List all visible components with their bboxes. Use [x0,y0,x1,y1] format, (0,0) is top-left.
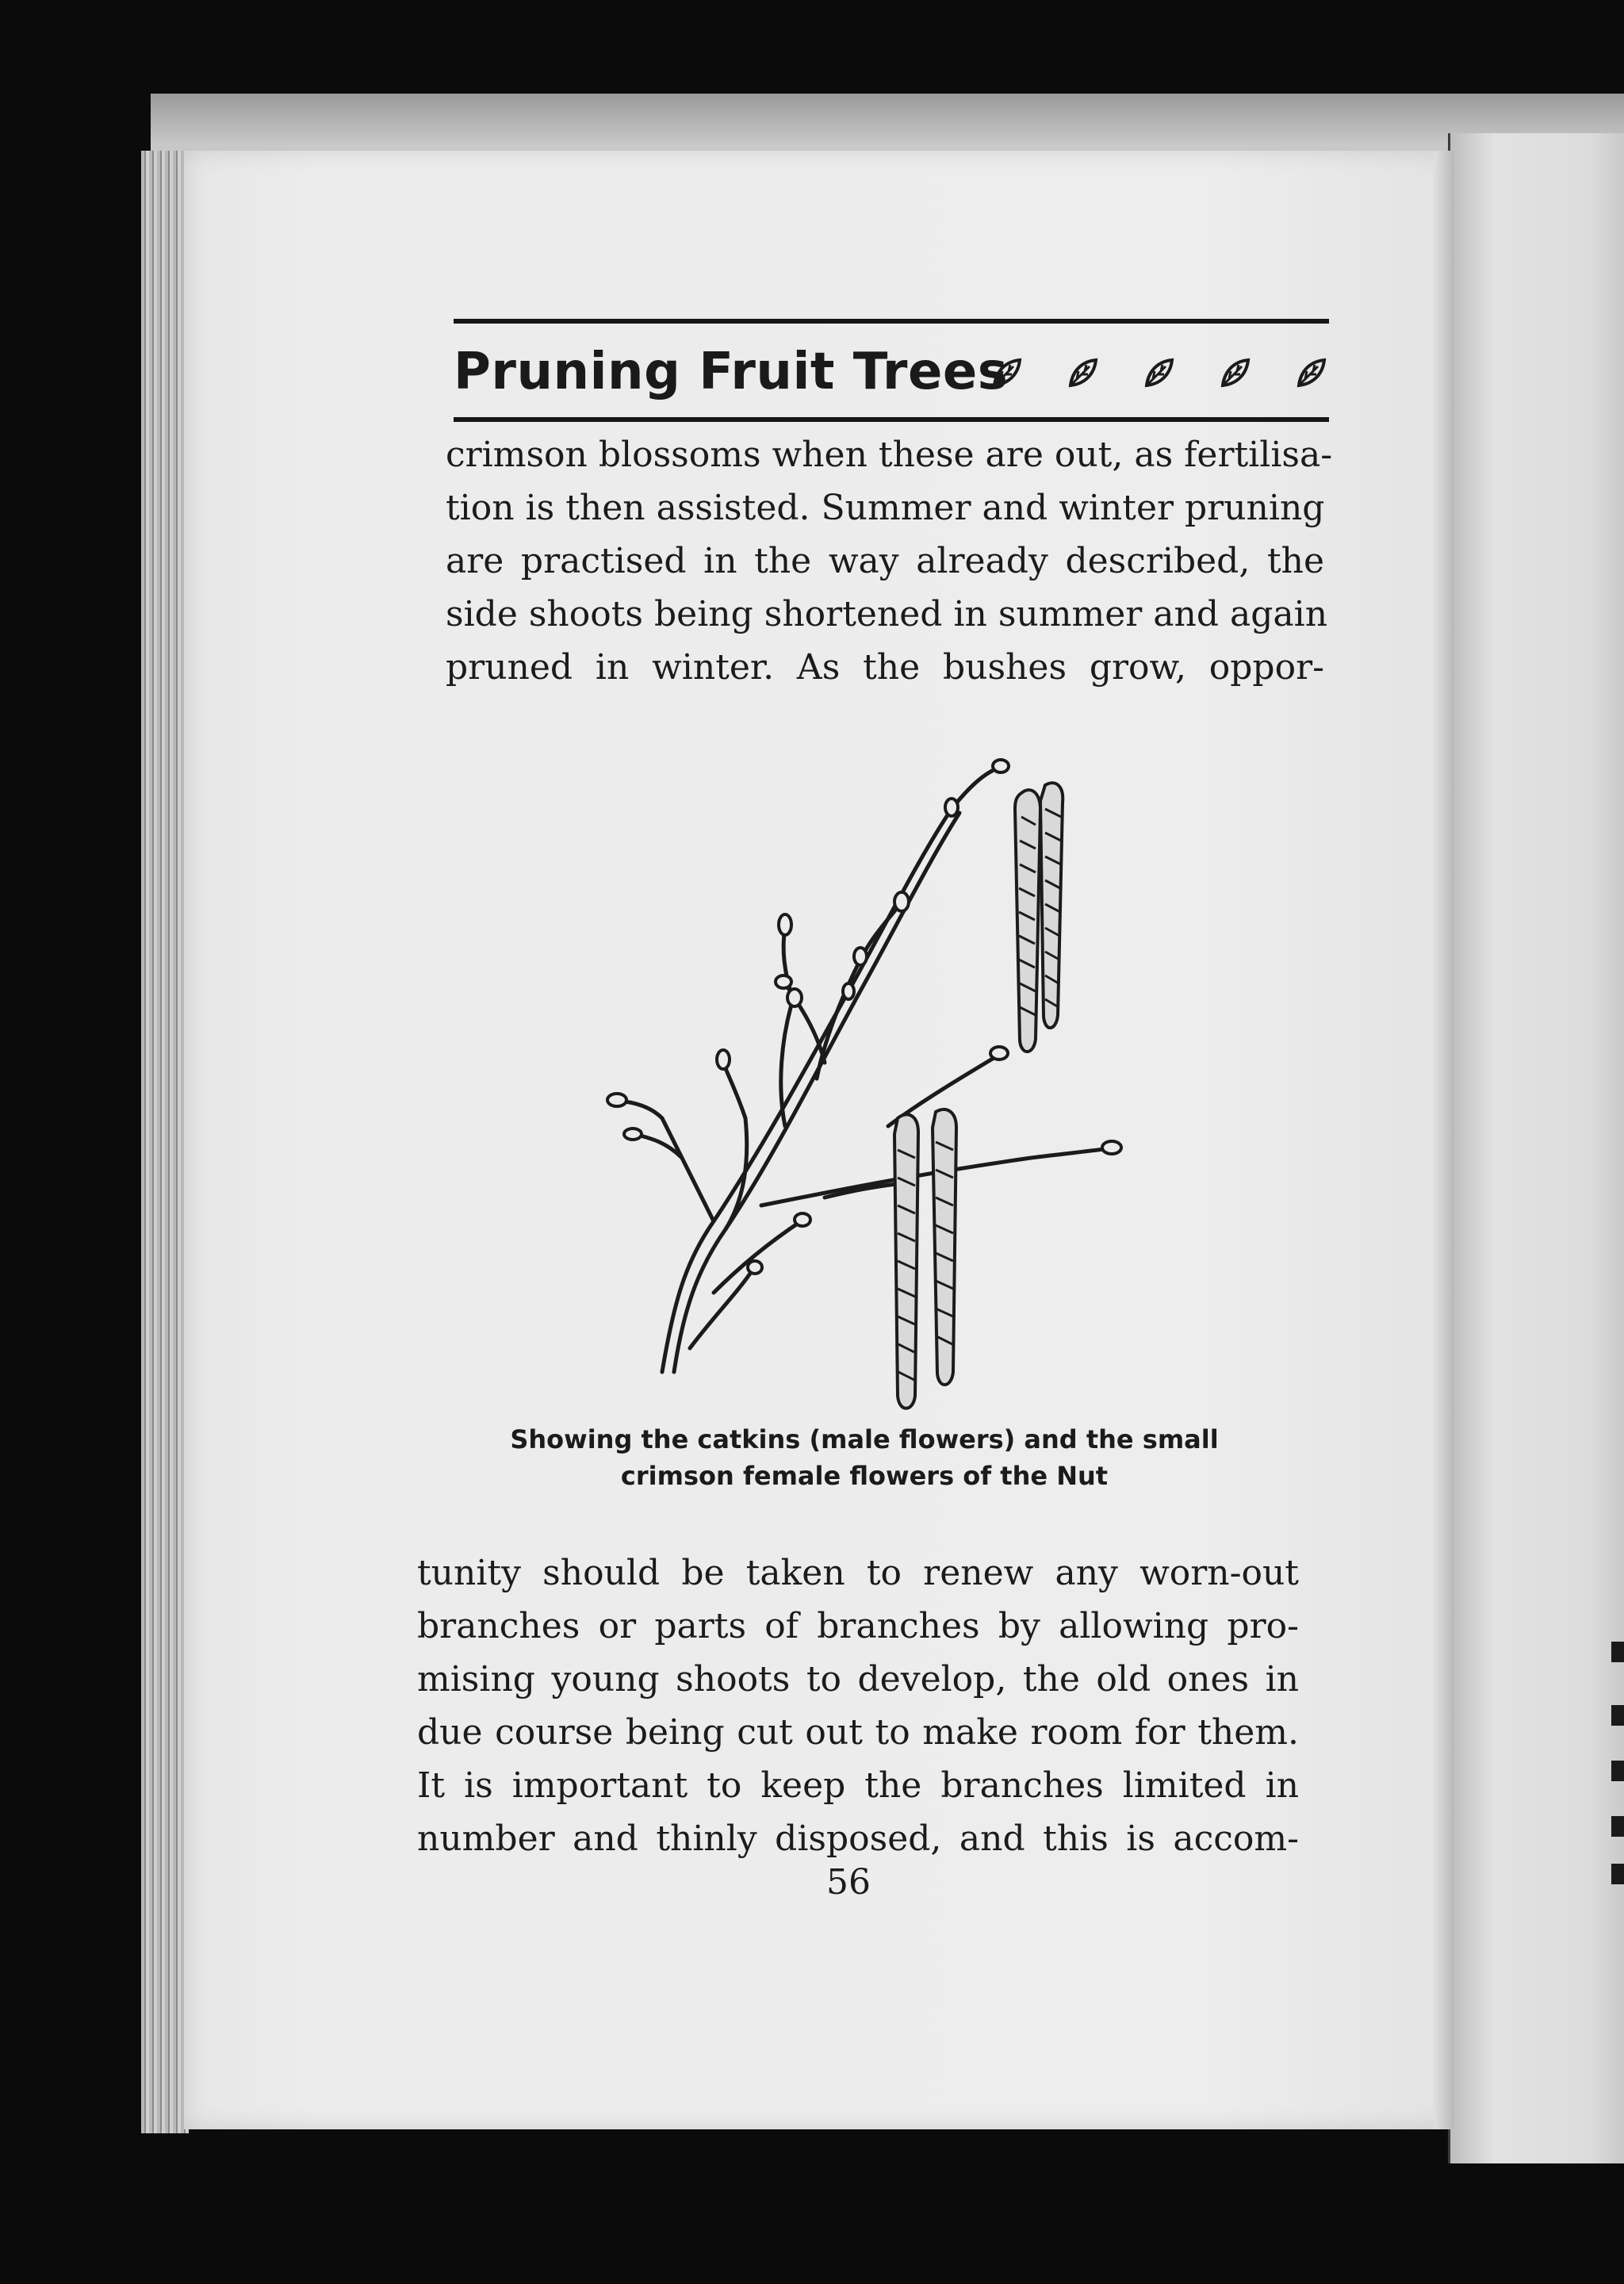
text-line: side shoots being shortened in summer and again [446,594,1328,634]
text-line: tion is then assisted. Summer and winter pruning [446,488,1325,528]
page-gutter [1434,151,1454,2129]
nut-branch-catkins-icon [587,745,1158,1420]
header-rule-top [454,319,1329,324]
leaf-ornament-icon [990,355,1025,390]
text-line: tunity should be taken to renew any worn-out [417,1553,1299,1593]
caption-line: crimson female flowers of the Nut [620,1461,1109,1491]
facing-page-glyph [1611,1816,1624,1837]
figure-caption [492,1421,1237,1494]
caption-line: Showing the catkins (male flowers) and the small [510,1424,1219,1454]
text-line: It is important to keep the branches limited in [417,1765,1299,1806]
running-title: Pruning Fruit Trees [454,343,1009,401]
text-line: branches or parts of branches by allowing pro- [417,1606,1299,1646]
leaf-ornament-icon [1066,355,1101,390]
facing-page-glyph [1611,1705,1624,1726]
page-stack-edges [141,151,189,2133]
leaf-ornament-icon [1142,355,1177,390]
text-line: crimson blossoms when these are out, as fertilisa- [446,435,1333,475]
leaf-ornament-icon [1294,355,1329,390]
facing-page-glyph [1611,1864,1624,1884]
header-ornaments [990,355,1329,390]
facing-page-glyph [1611,1642,1624,1662]
page-number: 56 [826,1862,871,1903]
text-line: number and thinly disposed, and this is accom- [417,1818,1299,1859]
text-line: mising young shoots to develop, the old ones in [417,1659,1299,1700]
text-line: are practised in the way already described, the [446,541,1324,581]
running-header [454,311,1329,428]
facing-page-glyph [1611,1761,1624,1781]
text-line: pruned in winter. As the bushes grow, oppor- [446,647,1324,688]
facing-page-edge [1448,133,1624,2163]
paragraph-top [446,428,1333,694]
paragraph-bottom [417,1546,1299,1865]
leaf-ornament-icon [1218,355,1253,390]
header-rule-bottom [454,417,1329,422]
text-line: due course being cut out to make room for them. [417,1712,1299,1753]
